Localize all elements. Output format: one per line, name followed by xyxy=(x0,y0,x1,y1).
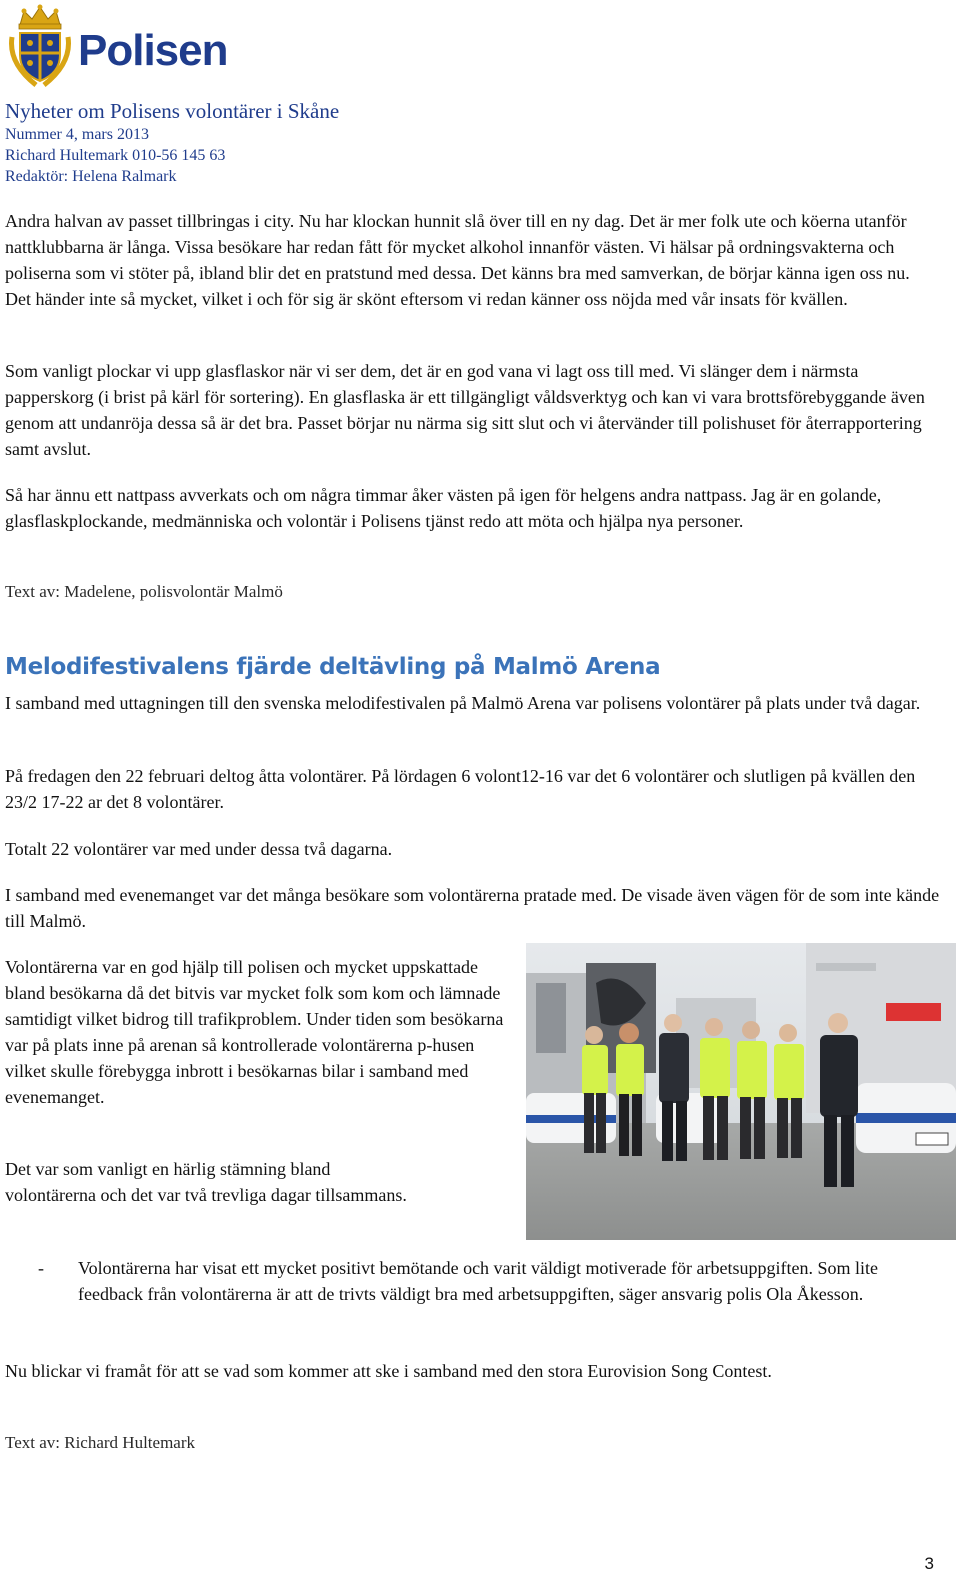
article2-heading: Melodifestivalens fjärde deltävling på Malmö Arena xyxy=(5,654,661,680)
page-number: 3 xyxy=(924,1554,934,1573)
article2-credit: Text av: Richard Hultemark xyxy=(5,1433,195,1452)
article2-paragraph-4: I samband med evenemanget var det många besökare som volontärerna pratade med. De visade även vägen för de som inte kände till Malmö. xyxy=(5,885,940,931)
bullet-marker: - xyxy=(38,1258,44,1278)
article1-paragraph-2: Som vanligt plockar vi upp glasflaskor när vi ser dem, det är en god vana vi lagt oss till med. Vi slänger dem i närmsta papperskorg (i brist på kärl för sortering). En glasflaska är ett tillgängligt våldsverktyg och kan vi vara brottsförebyggande även genom att undanröja dessa så är det bra. Passet börjar nu närma sig sitt slut och vi återvänder till polishuset för återrapportering samt avslut. xyxy=(5,361,925,459)
article1-paragraph-3: Så har ännu ett nattpass avverkats och om några timmar åker västen på igen för helgens andra nattpass. Jag är en golande, glasflaskplockande, medmänniska och volontär i Polisens tjänst redo att möta och hjälpa nya personer. xyxy=(5,485,882,531)
editor-line: Redaktör: Helena Ralmark xyxy=(5,168,177,185)
article2-paragraph-5: Volontärerna var en god hjälp till polisen och mycket uppskattade bland besökarna då det bitvis var mycket folk som kom och lämnade samtidigt vilket bidrog till trafikproblem. Under tiden som besökarna var på plats inne på arenan så kontrollerade volontärerna p-husen vilket skulle förebygga inbrott i besökarnas bilar i samband med evenemanget. xyxy=(5,957,504,1107)
police-crest-icon xyxy=(6,3,74,89)
masthead xyxy=(5,98,339,187)
volunteers-photo-illustration xyxy=(526,943,956,1240)
newsletter-title: Nyheter om Polisens volontärer i Skåne xyxy=(5,99,340,123)
issue-number: Nummer 4, mars 2013 xyxy=(5,126,149,143)
brand-name: Polisen xyxy=(78,26,228,75)
article1-credit: Text av: Madelene, polisvolontär Malmö xyxy=(5,582,283,601)
article2-paragraph-2: På fredagen den 22 februari deltog åtta volontärer. På lördagen 6 volont12-16 var det 6 volontärer och slutligen på kvällen den 23/2 17-22 ar det 8 volontärer. xyxy=(5,766,916,812)
polisen-logo xyxy=(6,2,228,90)
contact-line: Richard Hultemark 010-56 145 63 xyxy=(5,147,226,164)
article2-paragraph-1: I samband med uttagningen till den svenska melodifestivalen på Malmö Arena var polisens volontärer på plats under två dagar. xyxy=(5,693,921,713)
article2-closing: Nu blickar vi framåt för att se vad som kommer att ske i samband med den stora Eurovision Song Contest. xyxy=(5,1361,772,1381)
volunteers-photo xyxy=(526,943,956,1240)
article1-paragraph-1: Andra halvan av passet tillbringas i city. Nu har klockan hunnit slå över till en ny dag. Det är mer folk ute och köerna utanför nattklubbarna är långa. Vissa besökare har redan fått för mycket alkohol innanför västen. Vi hälsar på ordningsvakterna och poliserna som vi stöter på, ibland blir det en pratstund med dessa. Det känns bra med samverkan, de börjar känna igen oss nu. Det händer inte så mycket, vilket i och för sig är skönt eftersom vi redan känner oss nöjda med vår insats för kvällen. xyxy=(5,211,910,309)
article2-paragraph-6: Det var som vanligt en härlig stämning bland volontärerna och det var två trevliga dagar tillsammans. xyxy=(5,1159,407,1205)
article2-paragraph-3: Totalt 22 volontärer var med under dessa två dagarna. xyxy=(5,839,393,859)
bullet-text: Volontärerna har visat ett mycket positivt bemötande och varit väldigt motiverade för arbetsuppgiften. Som lite feedback från volontärerna är att de trivts väldigt bra med arbetsuppgiften, säger ansvarig polis Ola Åkesson. xyxy=(78,1258,878,1304)
